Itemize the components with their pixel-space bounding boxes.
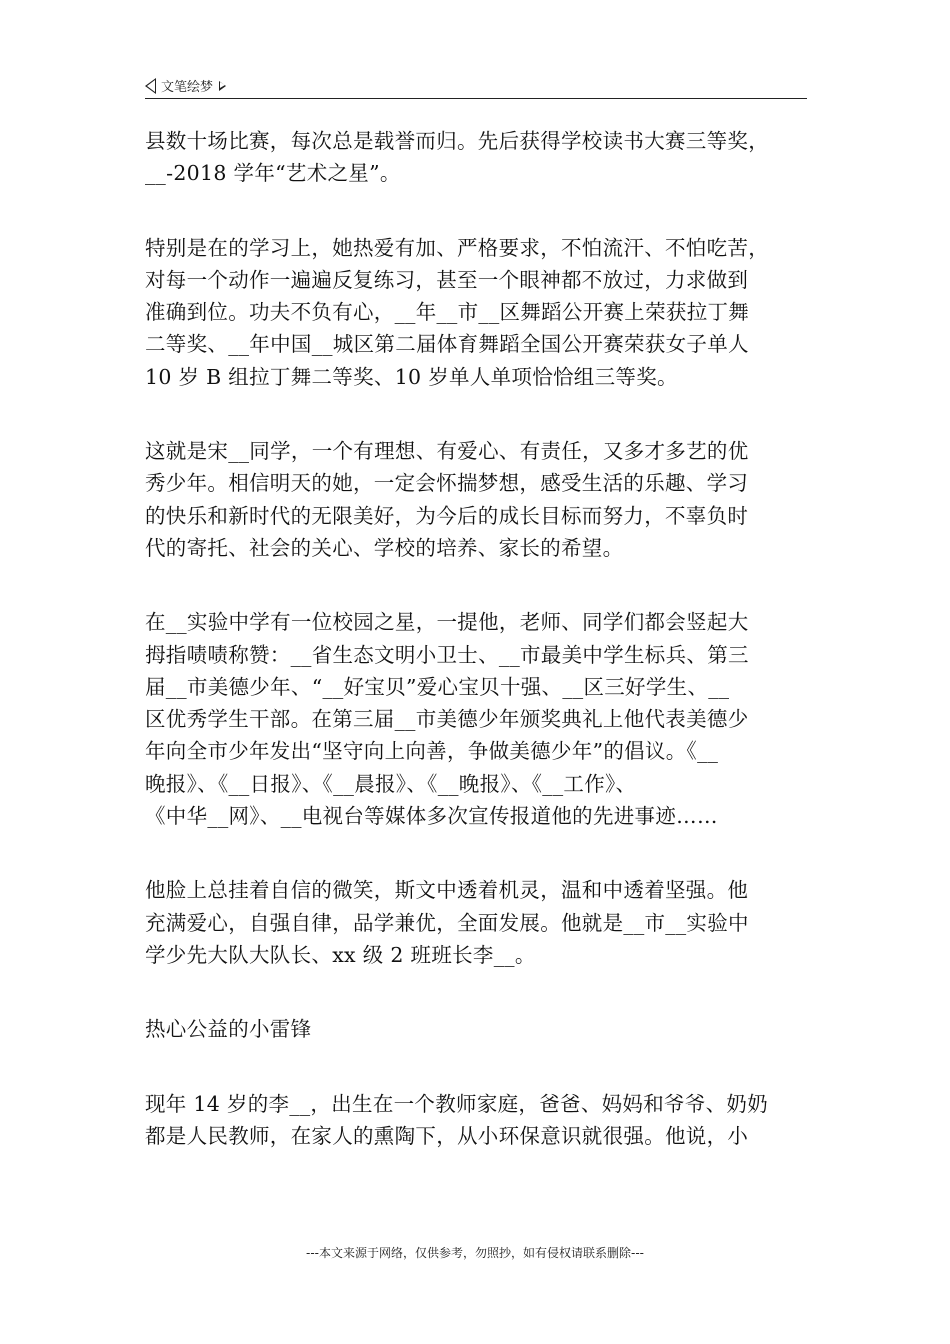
paragraph-1 <box>145 125 807 190</box>
header-brand-text: 文笔绘梦 <box>161 80 214 95</box>
text-line: 准确到位。功夫不负有心，__年__市__区舞蹈公开赛上荣获拉丁舞 <box>145 300 750 325</box>
text-line: 二等奖、__年中国__城区第二届体育舞蹈全国公开赛荣获女子单人 <box>145 332 749 357</box>
paragraph-2 <box>145 232 807 393</box>
paragraph-5 <box>145 874 807 971</box>
header-brand <box>145 76 226 95</box>
text-line: 对每一个动作一遍遍反复练习，甚至一个眼神都不放过，力求做到 <box>145 267 749 292</box>
text-line: 他脸上总挂着自信的微笑，斯文中透着机灵，温和中透着坚强。他 <box>145 878 749 903</box>
paragraph-4 <box>145 606 807 832</box>
triangle-right-icon <box>219 81 226 91</box>
text-line: 在__实验中学有一位校园之星，一提他，老师、同学们都会竖起大 <box>145 610 749 635</box>
page-header <box>145 72 807 99</box>
text-line: 县数十场比赛，每次总是载誉而归。先后获得学校读书大赛三等奖， <box>145 129 769 153</box>
text-line: 《中华__网》、__电视台等媒体多次宣传报道他的先进事迹…… <box>145 804 718 829</box>
paragraph-6 <box>145 1088 807 1153</box>
section-heading <box>145 1013 807 1045</box>
text-line: 拇指啧啧称赞：__省生态文明小卫士、__市最美中学生标兵、第三 <box>145 642 749 667</box>
text-line: 学少先大队大队长、xx 级 2 班班长李__。 <box>145 942 536 967</box>
text-line: 充满爱心，自强自律，品学兼优，全面发展。他就是__市__实验中 <box>145 910 749 935</box>
text-line: 区优秀学生干部。在第三届__市美德少年颁奖典礼上他代表美德少 <box>145 707 749 732</box>
text-line: 这就是宋__同学，一个有理想、有爱心、有责任，又多才多艺的优 <box>145 439 749 464</box>
text-line: 秀少年。相信明天的她，一定会怀揣梦想，感受生活的乐趣、学习 <box>145 471 749 496</box>
text-line: 的快乐和新时代的无限美好，为今后的成长目标而努力，不辜负时 <box>145 503 749 528</box>
text-line: 晚报》、《__日报》、《__晨报》、《__晚报》、《__工作》、 <box>145 771 637 796</box>
document-body <box>145 125 807 1152</box>
page-footer: ---本文来源于网络，仅供参考，勿照抄，如有侵权请联系删除--- <box>306 1246 644 1260</box>
text-line: 届__市美德少年、“__好宝贝”爱心宝贝十强、__区三好学生、__ <box>145 674 730 699</box>
text-line: 年向全市少年发出“坚守向上向善，争做美德少年”的倡议。《__ <box>145 739 719 764</box>
text-line: 现年 14 岁的李__，出生在一个教师家庭，爸爸、妈妈和爷爷、奶奶 <box>145 1091 769 1116</box>
text-line: 10 岁 B 组拉丁舞二等奖、10 岁单人单项恰恰组三等奖。 <box>145 364 678 389</box>
text-line: 代的寄托、社会的关心、学校的培养、家长的希望。 <box>145 535 624 560</box>
triangle-left-icon <box>145 78 156 94</box>
text-line: __-2018 学年“艺术之星”。 <box>145 161 401 186</box>
section-heading-text: 热心公益的小雷锋 <box>145 1017 312 1042</box>
paragraph-3 <box>145 435 807 564</box>
text-line: 特别是在的学习上，她热爱有加、严格要求，不怕流汗、不怕吃苦， <box>145 235 769 260</box>
text-line: 都是人民教师，在家人的熏陶下，从小环保意识就很强。他说，小 <box>145 1123 749 1148</box>
